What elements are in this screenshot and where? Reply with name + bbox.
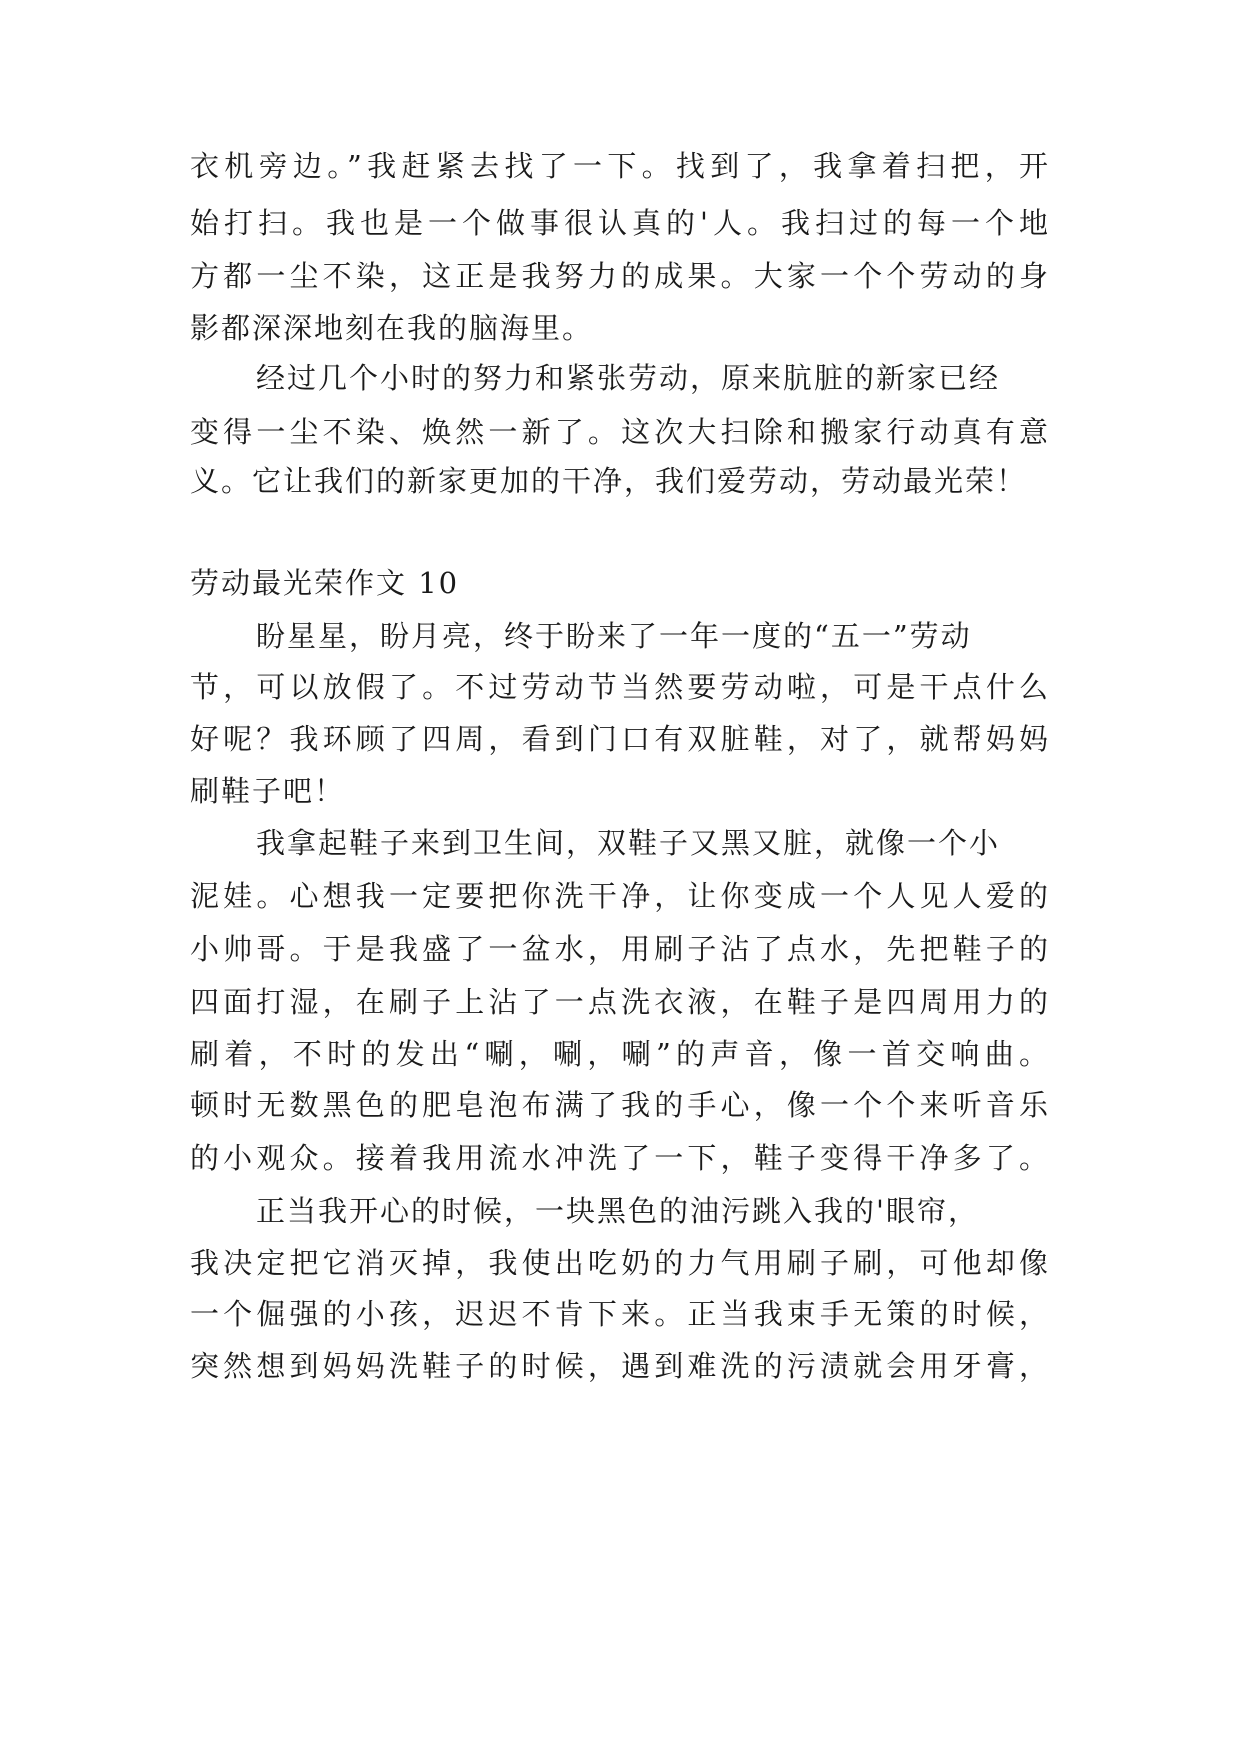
- paragraph-line: 刷着，不时的发出“唰，唰，唰”的声音，像一首交响曲。: [190, 1037, 1050, 1071]
- paragraph-line: 顿时无数黑色的肥皂泡布满了我的手心，像一个个来听音乐: [190, 1088, 1050, 1122]
- paragraph-line: 泥娃。心想我一定要把你洗干净，让你变成一个人见人爱的: [190, 879, 1050, 913]
- paragraph-line: 义。它让我们的新家更加的干净，我们爱劳动，劳动最光荣！: [190, 464, 1028, 498]
- paragraph-line: 正当我开心的时候，一块黑色的油污跳入我的'眼帘，: [256, 1194, 979, 1228]
- paragraph-line: 突然想到妈妈洗鞋子的时候，遇到难洗的污渍就会用牙膏，: [190, 1349, 1050, 1383]
- section-title: 劳动最光荣作文 10: [190, 566, 460, 600]
- paragraph-line: 衣机旁边。”我赶紧去找了一下。找到了，我拿着扫把，开: [190, 149, 1050, 183]
- paragraph-line: 刷鞋子吧！: [190, 774, 346, 808]
- paragraph-line: 经过几个小时的努力和紧张劳动，原来肮脏的新家已经: [256, 361, 1001, 395]
- paragraph-line: 的小观众。接着我用流水冲洗了一下，鞋子变得干净多了。: [190, 1141, 1050, 1175]
- paragraph-line: 好呢？我环顾了四周，看到门口有双脏鞋，对了，就帮妈妈: [190, 722, 1050, 756]
- paragraph-line: 一个倔强的小孩，迟迟不肯下来。正当我束手无策的时候，: [190, 1297, 1050, 1331]
- paragraph-line: 节，可以放假了。不过劳动节当然要劳动啦，可是干点什么: [190, 670, 1050, 704]
- paragraph-line: 我拿起鞋子来到卫生间，双鞋子又黑又脏，就像一个小: [256, 826, 1001, 860]
- paragraph-line: 方都一尘不染，这正是我努力的成果。大家一个个劳动的身: [190, 259, 1050, 293]
- paragraph-line: 小帅哥。于是我盛了一盆水，用刷子沾了点水，先把鞋子的: [190, 932, 1050, 966]
- paragraph-line: 四面打湿，在刷子上沾了一点洗衣液，在鞋子是四周用力的: [190, 985, 1050, 1019]
- paragraph-line: 我决定把它消灭掉，我使出吃奶的力气用刷子刷，可他却像: [190, 1246, 1050, 1280]
- paragraph-line: 盼星星，盼月亮，终于盼来了一年一度的“五一”劳动: [256, 619, 972, 653]
- paragraph-line: 变得一尘不染、焕然一新了。这次大扫除和搬家行动真有意: [190, 415, 1050, 449]
- paragraph-line: 始打扫。我也是一个做事很认真的'人。我扫过的每一个地: [190, 206, 1050, 240]
- paragraph-line: 影都深深地刻在我的脑海里。: [190, 311, 594, 345]
